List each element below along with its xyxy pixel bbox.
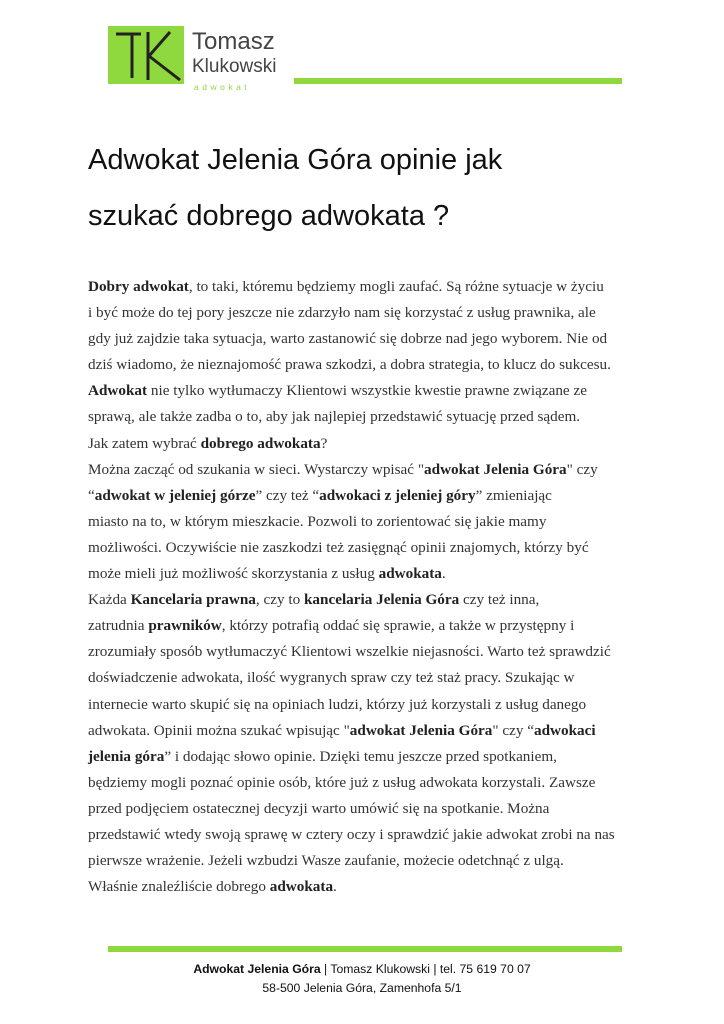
footer-contact-line	[0, 960, 724, 979]
body-line	[88, 744, 648, 770]
body-text: pierwsze wrażenie. Jeżeli wzbudzi Wasze zaufanie, możecie odetchnąć z ulgą.	[88, 852, 564, 870]
bold-keyword: adwokat Jelenia Góra	[424, 460, 567, 478]
title-line-1: Adwokat Jelenia Góra opinie jak	[88, 144, 503, 176]
body-text: możliwości. Oczywiście nie zaszkodzi też zasięgnąć opinii znajomych, którzy być	[88, 538, 589, 556]
body-text: gdy już zajdzie taka sytuacja, warto zastanowić się dobrze nad jego wyborem. Nie od	[88, 330, 608, 348]
body-line	[88, 274, 648, 300]
body-text: będziemy mogli poznać opinie osób, które już z usług adwokata korzystali. Zawsze	[88, 773, 596, 791]
bold-keyword: adwokata	[378, 565, 442, 583]
bold-keyword: prawników	[148, 617, 222, 635]
body-text: dziś wiadomo, że nieznajomość prawa szkodzi, a dobra strategia, to klucz do sukcesu.	[88, 356, 611, 374]
logo-wordmark	[192, 30, 276, 76]
body-line	[88, 587, 648, 613]
body-line	[88, 404, 648, 430]
body-text: , którzy potrafią oddać się sprawie, a także w przystępny i	[221, 617, 575, 635]
body-text: Można zacząć od szukania w sieci. Wystarczy wpisać "	[88, 460, 425, 478]
body-line	[88, 770, 648, 796]
body-line	[88, 378, 648, 404]
footer-address: 58-500 Jelenia Góra, Zamenhofa 5/1	[262, 981, 462, 995]
body-text: nie tylko wytłumaczy Klientowi wszystkie kwestie prawne związane ze	[147, 382, 587, 400]
body-line	[88, 822, 648, 848]
body-line	[88, 300, 648, 326]
body-line	[88, 352, 648, 378]
body-line	[88, 535, 648, 561]
logo-last-name: Klukowski	[192, 56, 277, 77]
body-text: .	[333, 878, 337, 896]
footer	[0, 960, 724, 998]
body-text: i być może do tej pory jeszcze nie zdarzyło nam się korzystać z usług prawnika, ale	[88, 304, 596, 322]
title-line-2: szukać dobrego adwokata ?	[88, 200, 450, 232]
body-text: sprawą, ale także zadba o to, aby jak najlepiej przedstawić sytuację przed sądem.	[88, 408, 581, 426]
body-line	[88, 613, 648, 639]
body-text: czy też inna,	[459, 591, 540, 609]
body-text: ” zmieniając	[475, 486, 552, 504]
page-title	[88, 132, 648, 244]
body-text: ?	[320, 434, 328, 452]
logo-tagline: adwokat	[194, 82, 251, 92]
body-text: ” i dodając słowo opinie. Dzięki temu jeszcze przed spotkaniem,	[164, 747, 557, 765]
logo-tk-monogram	[108, 26, 184, 84]
body-line	[88, 718, 648, 744]
body-text: internecie warto skupić się na opiniach ludzi, którzy już korzystali z usług danego	[88, 695, 587, 713]
body-text: może mieli już możliwość skorzystania z usług	[88, 565, 379, 583]
body-line	[88, 509, 648, 535]
bold-keyword: adwokata	[269, 878, 334, 896]
body-text: miasto na to, w którym mieszkacie. Pozwoli to zorientować się jakie mamy	[88, 512, 547, 530]
article-body	[88, 274, 648, 900]
body-text: .	[441, 565, 446, 583]
body-text: przed podjęciem ostatecznej decyzji warto umówić się na spotkanie. Można	[88, 799, 550, 817]
body-text: zatrudnia	[88, 617, 149, 635]
body-text: ” czy też “	[255, 486, 320, 504]
body-line	[88, 561, 648, 587]
bold-keyword: adwokat Jelenia Góra	[349, 721, 493, 739]
body-text: adwokata. Opinii można szukać wpisując "	[88, 721, 350, 739]
body-text: Właśnie znaleźliście dobrego	[88, 878, 270, 896]
body-text: zrozumiały sposób wytłumaczyć Klientowi wszelkie niejasności. Warto też sprawdzić	[88, 643, 611, 661]
bold-keyword: dobrego adwokata	[200, 434, 321, 452]
bold-keyword: jelenia góra	[88, 747, 165, 765]
body-text: , czy to	[255, 591, 304, 609]
body-line	[88, 796, 648, 822]
body-line	[88, 483, 648, 509]
logo	[108, 26, 285, 92]
body-text: Jak zatem wybrać	[88, 434, 201, 452]
body-line	[88, 639, 648, 665]
bold-keyword: Adwokat	[88, 382, 148, 400]
body-line	[88, 431, 648, 457]
footer-contact: | Tomasz Klukowski | tel. 75 619 70 07	[320, 962, 531, 976]
bold-keyword: Kancelaria prawna	[130, 591, 256, 609]
body-line	[88, 848, 648, 874]
body-text: , to taki, któremu będziemy mogli zaufać. Są różne sytuacje w życiu	[188, 278, 604, 295]
body-text: Każda	[88, 591, 131, 609]
body-text: “	[88, 486, 95, 504]
footer-accent-line	[108, 946, 622, 952]
bold-keyword: kancelaria Jelenia Góra	[303, 591, 460, 609]
body-line	[88, 692, 648, 718]
bold-keyword: Dobry adwokat	[88, 278, 189, 295]
bold-keyword: adwokat w jeleniej górze	[94, 486, 256, 504]
header-accent-line	[294, 78, 622, 84]
body-text: " czy	[566, 460, 598, 478]
body-line	[88, 326, 648, 352]
footer-firm-name: Adwokat Jelenia Góra	[193, 962, 321, 976]
bold-keyword: adwokaci z jeleniej góry	[319, 486, 476, 504]
body-line	[88, 874, 648, 900]
body-text: przedstawić wtedy swoją sprawę w cztery oczy i sprawdzić jakie adwokat zrobi na nas	[88, 825, 615, 843]
body-text: " czy “	[492, 721, 534, 739]
bold-keyword: adwokaci	[534, 721, 596, 739]
body-text: doświadczenie adwokata, ilość wygranych spraw czy też staż pracy. Szukając w	[88, 669, 575, 687]
body-line	[88, 457, 648, 483]
body-line	[88, 665, 648, 691]
logo-first-name: Tomasz	[192, 28, 275, 55]
